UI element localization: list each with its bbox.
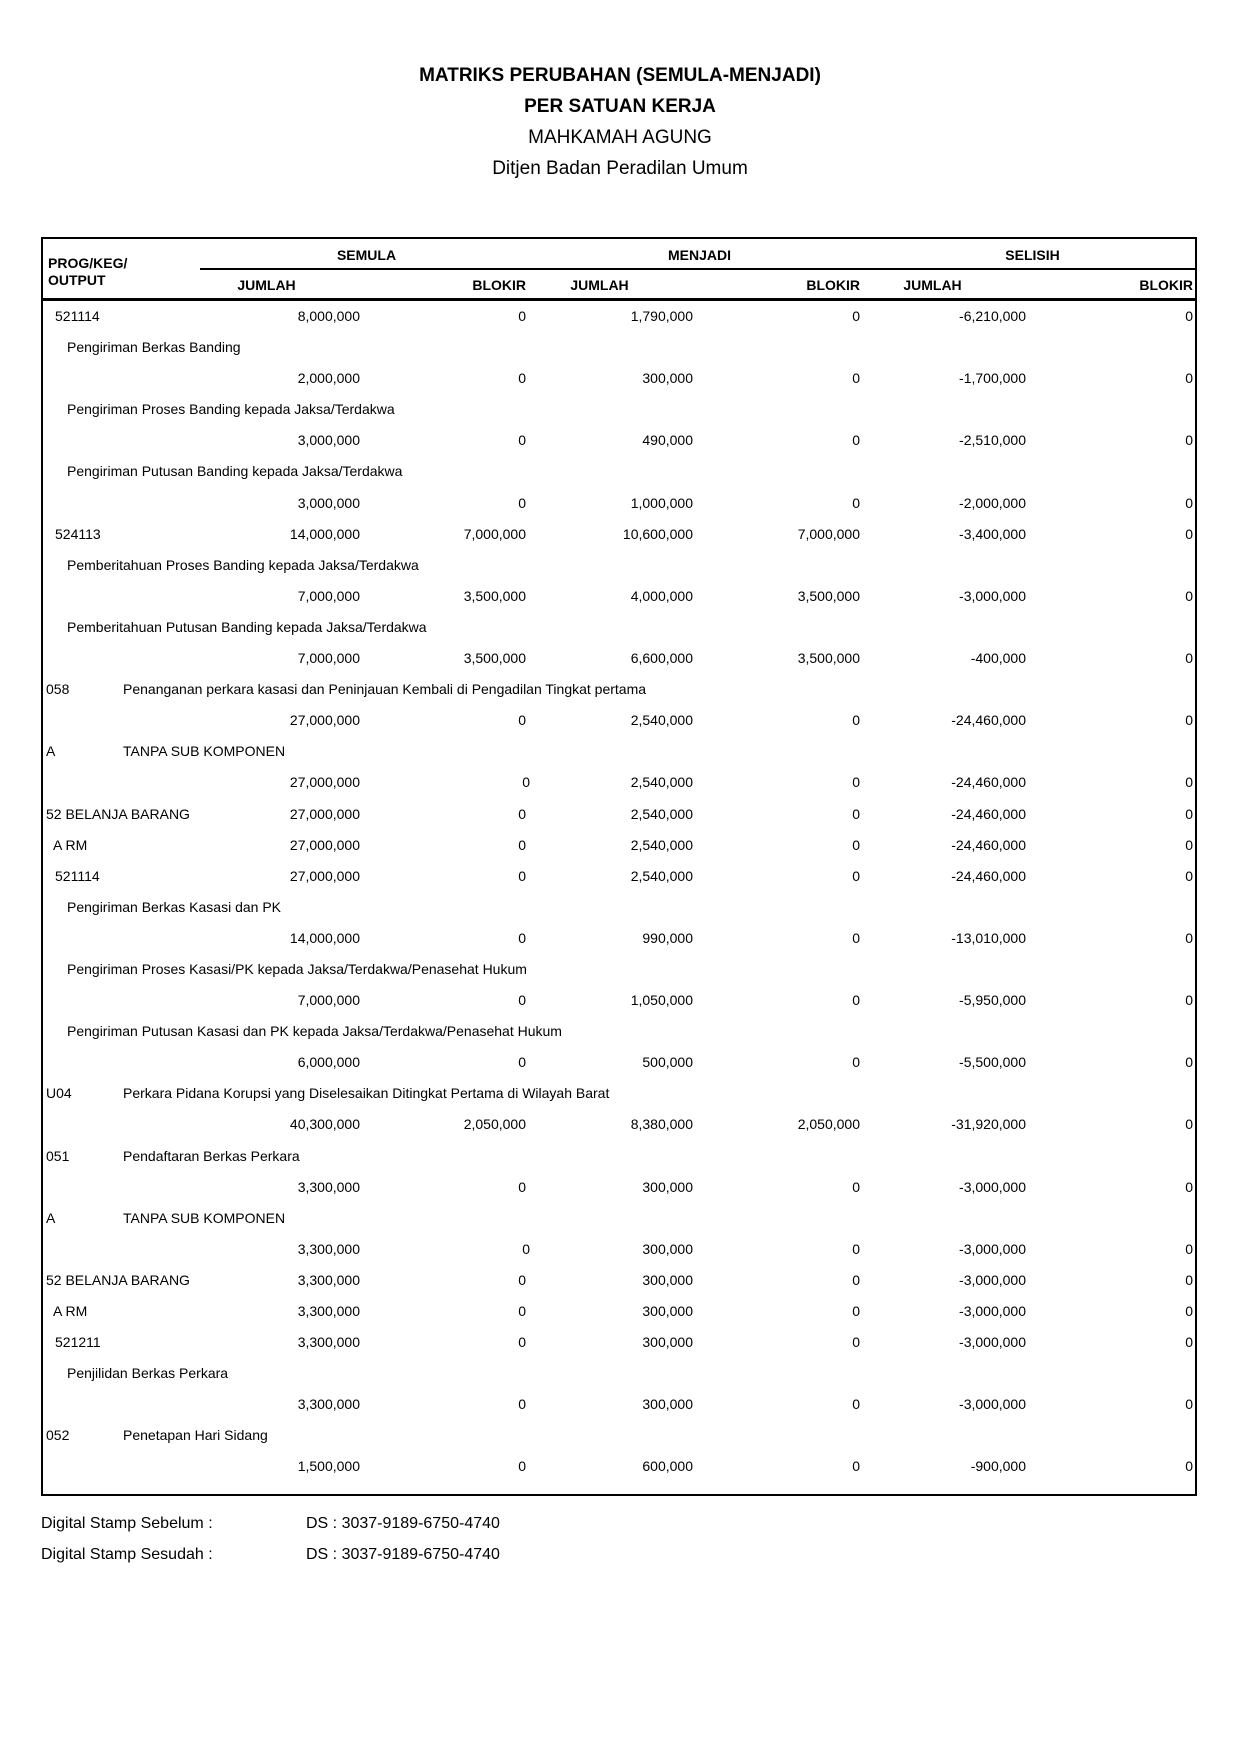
stamp-before-line — [41, 1508, 741, 1539]
cell-menjadi-blokir: 3,500,000 — [797, 587, 860, 604]
cell-selisih-blokir: 0 — [1185, 867, 1193, 884]
cell-semula-jumlah: 3,300,000 — [297, 1334, 360, 1351]
cell-selisih-blokir: 0 — [1185, 805, 1193, 822]
table-row — [43, 705, 1195, 736]
cell-selisih-jumlah: -3,000,000 — [959, 1303, 1026, 1319]
cell-menjadi-jumlah: 8,380,000 — [630, 1116, 693, 1133]
unit-name: Ditjen Badan Peradilan Umum — [492, 158, 748, 179]
cell-semula-jumlah: 3,300,000 — [297, 1396, 360, 1413]
table-row — [43, 363, 1195, 394]
cell-menjadi-jumlah: 300,000 — [642, 370, 693, 387]
cell-semula-jumlah: 7,000,000 — [297, 992, 360, 1009]
cell-menjadi-blokir: 7,000,000 — [797, 525, 860, 542]
row-description: Penanganan perkara kasasi dan Peninjauan Kembali di Pengadilan Tingkat pertama — [123, 681, 647, 698]
table-row — [43, 830, 1195, 861]
cell-menjadi-blokir: 0 — [852, 805, 860, 822]
row-code: A — [46, 1209, 56, 1226]
cell-semula-blokir: 3,500,000 — [463, 587, 526, 604]
cell-semula-jumlah: 1,500,000 — [297, 1458, 360, 1475]
stamp-before-value: DS : 3037-9189-6750-4740 — [306, 1515, 500, 1532]
cell-semula-blokir: 0 — [518, 1458, 526, 1475]
row-description: Penjilidan Berkas Perkara — [67, 1365, 229, 1382]
cell-menjadi-blokir: 0 — [852, 712, 860, 729]
header-line-2: OUTPUT — [48, 272, 106, 288]
cell-semula-blokir: 0 — [518, 1303, 526, 1319]
cell-selisih-blokir: 0 — [1185, 308, 1193, 324]
cell-menjadi-blokir: 3,500,000 — [797, 650, 860, 667]
cell-semula-jumlah: 3,300,000 — [297, 1303, 360, 1319]
cell-semula-blokir: 0 — [522, 1240, 530, 1257]
table-row — [43, 736, 1195, 767]
cell-menjadi-jumlah: 6,600,000 — [630, 650, 693, 667]
cell-semula-jumlah: 6,000,000 — [297, 1054, 360, 1071]
cell-semula-blokir: 0 — [518, 929, 526, 946]
row-code: 52 BELANJA BARANG — [46, 1271, 190, 1288]
sub-header-semula-blokir: BLOKIR — [472, 277, 526, 293]
cell-selisih-jumlah: -2,510,000 — [959, 432, 1026, 449]
table-row — [43, 519, 1195, 550]
cell-selisih-jumlah: -24,460,000 — [951, 867, 1026, 884]
cell-semula-blokir: 0 — [518, 494, 526, 511]
cell-selisih-jumlah: -3,000,000 — [959, 1240, 1026, 1257]
table-row — [43, 985, 1195, 1016]
cell-semula-jumlah: 3,000,000 — [297, 494, 360, 511]
cell-selisih-blokir: 0 — [1185, 1116, 1193, 1133]
row-code: 521114 — [55, 867, 100, 884]
cell-semula-jumlah: 14,000,000 — [289, 929, 360, 946]
cell-semula-blokir: 0 — [518, 432, 526, 449]
cell-selisih-jumlah: -24,460,000 — [951, 774, 1026, 791]
row-description: Pengiriman Putusan Banding kepada Jaksa/Terdakwa — [67, 463, 403, 480]
digital-stamps — [41, 1508, 741, 1570]
cell-menjadi-jumlah: 600,000 — [642, 1458, 693, 1475]
cell-selisih-blokir: 0 — [1185, 1396, 1193, 1413]
cell-semula-jumlah: 27,000,000 — [289, 774, 360, 791]
cell-menjadi-jumlah: 300,000 — [642, 1240, 693, 1257]
group-header-menjadi: MENJADI — [667, 247, 731, 263]
document-title: MATRIKS PERUBAHAN (SEMULA-MENJADI) — [419, 65, 821, 86]
cell-menjadi-blokir: 2,050,000 — [797, 1116, 860, 1133]
row-description: Pengiriman Proses Kasasi/PK kepada Jaksa/Terdakwa/Penasehat Hukum — [67, 960, 527, 977]
cell-menjadi-jumlah: 300,000 — [642, 1271, 693, 1288]
cell-selisih-blokir: 0 — [1185, 992, 1193, 1009]
cell-semula-blokir: 2,050,000 — [463, 1116, 526, 1133]
table-row — [43, 332, 1195, 363]
cell-semula-blokir: 0 — [518, 992, 526, 1009]
document-subtitle: PER SATUAN KERJA — [524, 96, 716, 117]
row-description: Pendaftaran Berkas Perkara — [123, 1147, 300, 1164]
cell-semula-jumlah: 3,300,000 — [297, 1240, 360, 1257]
cell-selisih-jumlah: -3,000,000 — [959, 1178, 1026, 1195]
cell-menjadi-jumlah: 500,000 — [642, 1054, 693, 1071]
cell-semula-blokir: 0 — [518, 308, 526, 324]
group-divider — [200, 268, 1195, 270]
cell-menjadi-jumlah: 300,000 — [642, 1178, 693, 1195]
cell-selisih-jumlah: -3,000,000 — [959, 587, 1026, 604]
cell-menjadi-jumlah: 2,540,000 — [630, 774, 693, 791]
cell-menjadi-jumlah: 490,000 — [642, 432, 693, 449]
row-code: 058 — [46, 681, 70, 698]
row-description: TANPA SUB KOMPONEN — [123, 1209, 286, 1226]
cell-selisih-jumlah: -24,460,000 — [951, 712, 1026, 729]
cell-menjadi-jumlah: 1,000,000 — [630, 494, 693, 511]
row-description: Perkara Pidana Korupsi yang Diselesaikan Ditingkat Pertama di Wilayah Barat — [123, 1085, 610, 1102]
cell-selisih-jumlah: -3,000,000 — [959, 1334, 1026, 1351]
row-code: 052 — [46, 1427, 70, 1444]
cell-menjadi-blokir: 0 — [852, 1396, 860, 1413]
table-row — [43, 612, 1195, 643]
cell-selisih-jumlah: -1,700,000 — [959, 370, 1026, 387]
cell-menjadi-blokir: 0 — [852, 1458, 860, 1475]
cell-selisih-jumlah: -900,000 — [970, 1458, 1026, 1475]
table-body — [43, 301, 1195, 1483]
cell-menjadi-jumlah: 300,000 — [642, 1303, 693, 1319]
row-code: A RM — [53, 1303, 88, 1319]
cell-selisih-blokir: 0 — [1185, 774, 1193, 791]
cell-selisih-blokir: 0 — [1185, 1240, 1193, 1257]
cell-menjadi-blokir: 0 — [852, 774, 860, 791]
cell-semula-jumlah: 7,000,000 — [297, 650, 360, 667]
cell-menjadi-blokir: 0 — [852, 929, 860, 946]
cell-menjadi-blokir: 0 — [852, 1240, 860, 1257]
cell-selisih-blokir: 0 — [1185, 929, 1193, 946]
table-row — [43, 1141, 1195, 1172]
cell-selisih-blokir: 0 — [1185, 1054, 1193, 1071]
table-row — [43, 1234, 1195, 1265]
row-code: 051 — [46, 1147, 70, 1164]
cell-selisih-jumlah: -13,010,000 — [951, 929, 1026, 946]
row-description: Pengiriman Berkas Kasasi dan PK — [67, 898, 281, 915]
cell-selisih-blokir: 0 — [1185, 836, 1193, 853]
cell-semula-blokir: 0 — [518, 1054, 526, 1071]
cell-semula-blokir: 0 — [518, 1271, 526, 1288]
sub-header-semula-jumlah: JUMLAH — [237, 277, 296, 293]
row-code: A RM — [53, 836, 88, 853]
cell-menjadi-jumlah: 1,050,000 — [630, 992, 693, 1009]
cell-menjadi-blokir: 0 — [852, 432, 860, 449]
cell-selisih-jumlah: -31,920,000 — [951, 1116, 1026, 1133]
cell-selisih-jumlah: -6,210,000 — [959, 308, 1026, 324]
row-code: U04 — [46, 1085, 72, 1102]
cell-semula-jumlah: 27,000,000 — [289, 805, 360, 822]
cell-selisih-blokir: 0 — [1185, 1178, 1193, 1195]
cell-menjadi-blokir: 0 — [852, 308, 860, 324]
table-row — [43, 923, 1195, 954]
row-description: Pengiriman Proses Banding kepada Jaksa/Terdakwa — [67, 401, 395, 418]
sub-header-menjadi-jumlah: JUMLAH — [570, 277, 629, 293]
cell-selisih-blokir: 0 — [1185, 525, 1193, 542]
document-header — [0, 60, 1240, 184]
stamp-after-value: DS : 3037-9189-6750-4740 — [306, 1546, 500, 1563]
cell-menjadi-jumlah: 1,790,000 — [630, 308, 693, 324]
cell-selisih-blokir: 0 — [1185, 1303, 1193, 1319]
table-row — [43, 799, 1195, 830]
table-header — [43, 239, 1195, 301]
table-row — [43, 425, 1195, 456]
table-row — [43, 643, 1195, 674]
row-code: 521211 — [55, 1334, 101, 1351]
cell-selisih-jumlah: -3,400,000 — [959, 525, 1026, 542]
row-description: Pemberitahuan Proses Banding kepada Jaksa/Terdakwa — [67, 556, 419, 573]
cell-selisih-jumlah: -2,000,000 — [959, 494, 1026, 511]
cell-semula-blokir: 7,000,000 — [463, 525, 526, 542]
row-description: TANPA SUB KOMPONEN — [123, 743, 286, 760]
cell-menjadi-jumlah: 4,000,000 — [630, 587, 693, 604]
cell-selisih-blokir: 0 — [1185, 712, 1193, 729]
change-matrix-table — [41, 237, 1197, 1496]
cell-semula-blokir: 0 — [522, 774, 530, 791]
cell-semula-jumlah: 7,000,000 — [297, 587, 360, 604]
table-row — [43, 1047, 1195, 1078]
cell-semula-blokir: 0 — [518, 867, 526, 884]
table-row — [43, 1078, 1195, 1109]
cell-menjadi-jumlah: 10,600,000 — [622, 525, 693, 542]
cell-semula-jumlah: 40,300,000 — [289, 1116, 360, 1133]
row-description: Pengiriman Berkas Banding — [67, 339, 241, 356]
table-row — [43, 674, 1195, 705]
cell-menjadi-blokir: 0 — [852, 1054, 860, 1071]
cell-selisih-blokir: 0 — [1185, 650, 1193, 667]
cell-semula-jumlah: 3,000,000 — [297, 432, 360, 449]
table-row — [43, 1389, 1195, 1420]
stamp-after-line — [41, 1539, 741, 1570]
cell-menjadi-blokir: 0 — [852, 1271, 860, 1288]
cell-selisih-jumlah: -24,460,000 — [951, 805, 1026, 822]
cell-menjadi-jumlah: 2,540,000 — [630, 805, 693, 822]
cell-selisih-blokir: 0 — [1185, 1334, 1193, 1351]
cell-semula-jumlah: 27,000,000 — [289, 712, 360, 729]
table-row — [43, 1358, 1195, 1389]
cell-selisih-jumlah: -5,500,000 — [959, 1054, 1026, 1071]
cell-semula-jumlah: 27,000,000 — [289, 836, 360, 853]
table-row — [43, 1265, 1195, 1296]
sub-header-selisih-jumlah: JUMLAH — [903, 277, 962, 293]
header-line-1: PROG/KEG/ — [48, 255, 128, 271]
table-row — [43, 892, 1195, 923]
cell-menjadi-blokir: 0 — [852, 494, 860, 511]
cell-semula-blokir: 0 — [518, 805, 526, 822]
cell-selisih-jumlah: -3,000,000 — [959, 1396, 1026, 1413]
cell-selisih-jumlah: -24,460,000 — [951, 836, 1026, 853]
cell-semula-blokir: 0 — [518, 1334, 526, 1351]
cell-semula-jumlah: 14,000,000 — [289, 525, 360, 542]
table-row — [43, 1016, 1195, 1047]
table-row — [43, 861, 1195, 892]
cell-selisih-jumlah: -400,000 — [970, 650, 1026, 667]
table-row — [43, 767, 1195, 798]
stamp-before-label: Digital Stamp Sebelum : — [41, 1515, 213, 1532]
group-header-selisih: SELISIH — [1005, 247, 1060, 263]
cell-semula-blokir: 0 — [518, 1178, 526, 1195]
table-row — [43, 550, 1195, 581]
sub-header-selisih-blokir: BLOKIR — [1139, 277, 1193, 293]
cell-menjadi-jumlah: 2,540,000 — [630, 836, 693, 853]
cell-menjadi-blokir: 0 — [852, 836, 860, 853]
table-row — [43, 1327, 1195, 1358]
table-row — [43, 1203, 1195, 1234]
cell-menjadi-blokir: 0 — [852, 992, 860, 1009]
row-code: 524113 — [55, 525, 101, 542]
table-row — [43, 1420, 1195, 1451]
cell-menjadi-blokir: 0 — [852, 1334, 860, 1351]
table-row — [43, 488, 1195, 519]
row-code: 521114 — [55, 308, 100, 324]
cell-semula-jumlah: 8,000,000 — [297, 308, 360, 324]
table-row — [43, 1172, 1195, 1203]
cell-semula-blokir: 0 — [518, 370, 526, 387]
table-row — [43, 1296, 1195, 1327]
table-row — [43, 301, 1195, 332]
cell-semula-blokir: 0 — [518, 1396, 526, 1413]
table-row — [43, 581, 1195, 612]
cell-selisih-blokir: 0 — [1185, 587, 1193, 604]
cell-menjadi-jumlah: 300,000 — [642, 1334, 693, 1351]
row-description: Penetapan Hari Sidang — [123, 1427, 268, 1444]
row-description: Pemberitahuan Putusan Banding kepada Jaksa/Terdakwa — [67, 618, 427, 635]
cell-selisih-blokir: 0 — [1185, 1271, 1193, 1288]
cell-selisih-jumlah: -3,000,000 — [959, 1271, 1026, 1288]
table-row — [43, 1451, 1195, 1482]
table-row — [43, 954, 1195, 985]
sub-header-menjadi-blokir: BLOKIR — [806, 277, 860, 293]
row-code: A — [46, 743, 56, 760]
row-code: 52 BELANJA BARANG — [46, 805, 190, 822]
institution-name: MAHKAMAH AGUNG — [528, 127, 712, 148]
cell-semula-blokir: 3,500,000 — [463, 650, 526, 667]
cell-menjadi-blokir: 0 — [852, 867, 860, 884]
group-header-semula: SEMULA — [336, 247, 397, 263]
cell-selisih-blokir: 0 — [1185, 494, 1193, 511]
cell-menjadi-jumlah: 2,540,000 — [630, 867, 693, 884]
table-row — [43, 394, 1195, 425]
cell-menjadi-jumlah: 300,000 — [642, 1396, 693, 1413]
cell-semula-jumlah: 2,000,000 — [297, 370, 360, 387]
prog-keg-output-header — [48, 255, 127, 289]
cell-semula-jumlah: 27,000,000 — [289, 867, 360, 884]
cell-selisih-blokir: 0 — [1185, 432, 1193, 449]
row-description: Pengiriman Putusan Kasasi dan PK kepada Jaksa/Terdakwa/Penasehat Hukum — [67, 1023, 562, 1040]
cell-menjadi-blokir: 0 — [852, 370, 860, 387]
cell-menjadi-jumlah: 2,540,000 — [630, 712, 693, 729]
cell-menjadi-blokir: 0 — [852, 1178, 860, 1195]
cell-selisih-blokir: 0 — [1185, 1458, 1193, 1475]
cell-semula-blokir: 0 — [518, 836, 526, 853]
cell-menjadi-blokir: 0 — [852, 1303, 860, 1319]
cell-semula-jumlah: 3,300,000 — [297, 1271, 360, 1288]
cell-selisih-jumlah: -5,950,000 — [959, 992, 1026, 1009]
cell-semula-jumlah: 3,300,000 — [297, 1178, 360, 1195]
cell-menjadi-jumlah: 990,000 — [642, 929, 693, 946]
table-row — [43, 456, 1195, 487]
cell-selisih-blokir: 0 — [1185, 370, 1193, 387]
table-row — [43, 1109, 1195, 1140]
stamp-after-label: Digital Stamp Sesudah : — [41, 1546, 213, 1563]
cell-semula-blokir: 0 — [518, 712, 526, 729]
